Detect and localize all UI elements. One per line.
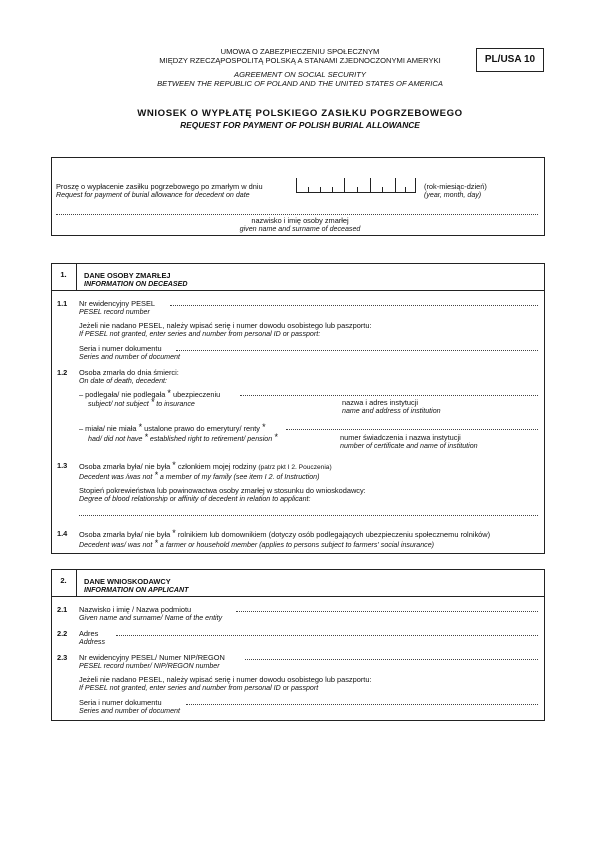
relationship-degree-label: Stopień pokrewieństwa lub powinowactwa osoby zmarłej w stosunku do wnioskodawcy: — [79, 486, 366, 495]
insured-choice-en: subject/ not subject * to insurance — [88, 397, 195, 408]
section-1-title-pl: DANE OSOBY ZMARŁEJ — [84, 271, 171, 280]
certificate-label-pl: numer świadczenia i nazwa instytucji — [340, 433, 461, 442]
institution-label-pl: nazwa i adres instytucji — [342, 398, 418, 407]
deceased-name-field[interactable] — [56, 214, 538, 215]
family-member-choice-en: Decedent was /was not * a member of my family (see item I 2. of Instruction) — [79, 470, 320, 481]
deceased-document-label-en: Series and number of document — [79, 353, 180, 361]
deceased-pesel-field[interactable] — [170, 305, 538, 306]
section-2-number: 2. — [51, 569, 77, 597]
date-hint-pl: (rok-miesiąc-dzień) — [424, 182, 487, 191]
applicant-address-label: Adres — [79, 629, 99, 638]
form-title-en: REQUEST FOR PAYMENT OF POLISH BURIAL ALLOWANCE — [180, 120, 420, 130]
applicant-address-field[interactable] — [116, 635, 538, 636]
insured-choice[interactable]: – podlegała/ nie podlegała * ubezpieczeniu — [79, 388, 221, 399]
item-1-2-number: 1.2 — [57, 368, 68, 377]
section-2-title-en: INFORMATION ON APPLICANT — [84, 586, 189, 594]
applicant-name-label: Nazwisko i imię / Nazwa podmiotu — [79, 605, 192, 614]
applicant-address-label-en: Address — [79, 638, 106, 646]
deceased-name-label-en: given name and surname of deceased — [239, 225, 361, 233]
deceased-document-field[interactable] — [176, 350, 538, 351]
deceased-name-label-pl: nazwisko i imię osoby zmarłej — [251, 216, 349, 225]
institution-label-en: name and address of institution — [342, 407, 441, 415]
deceased-nopesel-note-en: If PESEL not granted, enter series and number from personal ID or passport: — [79, 330, 321, 338]
form-code: PL/USA 10 — [476, 48, 544, 72]
deceased-nopesel-note: Jeżeli nie nadano PESEL, należy wpisać serię i numer dowodu osobistego lub paszportu: — [79, 321, 372, 330]
pension-certificate-field[interactable] — [286, 429, 538, 430]
deceased-document-label: Seria i numer dokumentu — [79, 344, 162, 353]
section-1-divider — [51, 290, 545, 291]
death-status-label: Osoba zmarła do dnia śmierci: — [79, 368, 179, 377]
pension-choice-en: had/ did not have * established right to retirement/ pension * — [88, 432, 278, 443]
death-status-label-en: On date of death, decedent: — [79, 377, 167, 385]
applicant-pesel-label: Nr ewidencyjny PESEL/ Numer NIP/REGON — [79, 653, 225, 662]
applicant-name-label-en: Given name and surname/ Name of the entity — [79, 614, 223, 622]
pension-choice[interactable]: – miała/ nie miała * ustalone prawo do emerytury/ renty * — [79, 422, 266, 433]
relationship-degree-field[interactable] — [79, 515, 538, 516]
item-2-3-number: 2.3 — [57, 653, 68, 662]
item-1-1-number: 1.1 — [57, 299, 68, 308]
relationship-degree-label-en: Degree of blood relationship or affinity of decedent in relation to applicant: — [79, 495, 311, 503]
family-member-choice[interactable]: Osoba zmarła była/ nie była * członkiem mojej rodziny (patrz pkt I 2. Pouczenia) — [79, 460, 332, 471]
agreement-title-en: AGREEMENT ON SOCIAL SECURITY BETWEEN THE REPUBLIC OF POLAND AND THE UNITED STATES OF AMERICA — [157, 70, 443, 88]
applicant-pesel-field[interactable] — [245, 659, 538, 660]
applicant-document-label-en: Series and number of document — [79, 707, 180, 715]
agreement-title-pl: UMOWA O ZABEZPIECZENIU SPOŁECZNYM MIĘDZY RZECZĄPOSPOLITĄ POLSKĄ A STANAMI ZJEDNOCZONYMI AMERYKI — [159, 47, 441, 65]
applicant-name-field[interactable] — [236, 611, 538, 612]
applicant-document-label: Seria i numer dokumentu — [79, 698, 162, 707]
applicant-nopesel-note-en: If PESEL not granted, enter series and number from personal ID or passport — [79, 684, 319, 692]
section-1-number: 1. — [51, 263, 77, 291]
applicant-pesel-label-en: PESEL record number/ NIP/REGON number — [79, 662, 220, 670]
farmer-choice[interactable]: Osoba zmarła była/ nie była * rolnikiem lub domownikiem (dotyczy osób podlegających ubezpieczeniu społecznemu rolników) — [79, 528, 491, 539]
farmer-choice-en: Decedent was/ was not * a farmer or household member (applies to persons subject to farmers' social insurance) — [79, 538, 435, 549]
insurance-institution-field[interactable] — [240, 395, 538, 396]
item-1-4-number: 1.4 — [57, 529, 68, 538]
request-text-pl: Proszę o wypłacenie zasiłku pogrzebowego po zmarłym w dniu — [56, 182, 263, 191]
item-2-1-number: 2.1 — [57, 605, 68, 614]
applicant-nopesel-note: Jeżeli nie nadano PESEL, należy wpisać serię i numer dowodu osobistego lub paszportu: — [79, 675, 372, 684]
deceased-pesel-label: Nr ewidencyjny PESEL — [79, 299, 155, 308]
section-1-title-en: INFORMATION ON DECEASED — [84, 280, 188, 288]
request-text-en: Request for payment of burial allowance for decedent on date — [56, 191, 250, 199]
death-date-field[interactable] — [296, 178, 416, 193]
section-2-title-pl: DANE WNIOSKODAWCY — [84, 577, 171, 586]
form-title-pl: WNIOSEK O WYPŁATĘ POLSKIEGO ZASIŁKU POGRZEBOWEGO — [137, 108, 463, 119]
applicant-document-field[interactable] — [186, 704, 538, 705]
item-1-3-number: 1.3 — [57, 461, 68, 470]
deceased-pesel-label-en: PESEL record number — [79, 308, 150, 316]
section-2-divider — [51, 596, 545, 597]
certificate-label-en: number of certificate and name of institution — [340, 442, 478, 450]
item-2-2-number: 2.2 — [57, 629, 68, 638]
date-hint-en: (year, month, day) — [424, 191, 482, 199]
